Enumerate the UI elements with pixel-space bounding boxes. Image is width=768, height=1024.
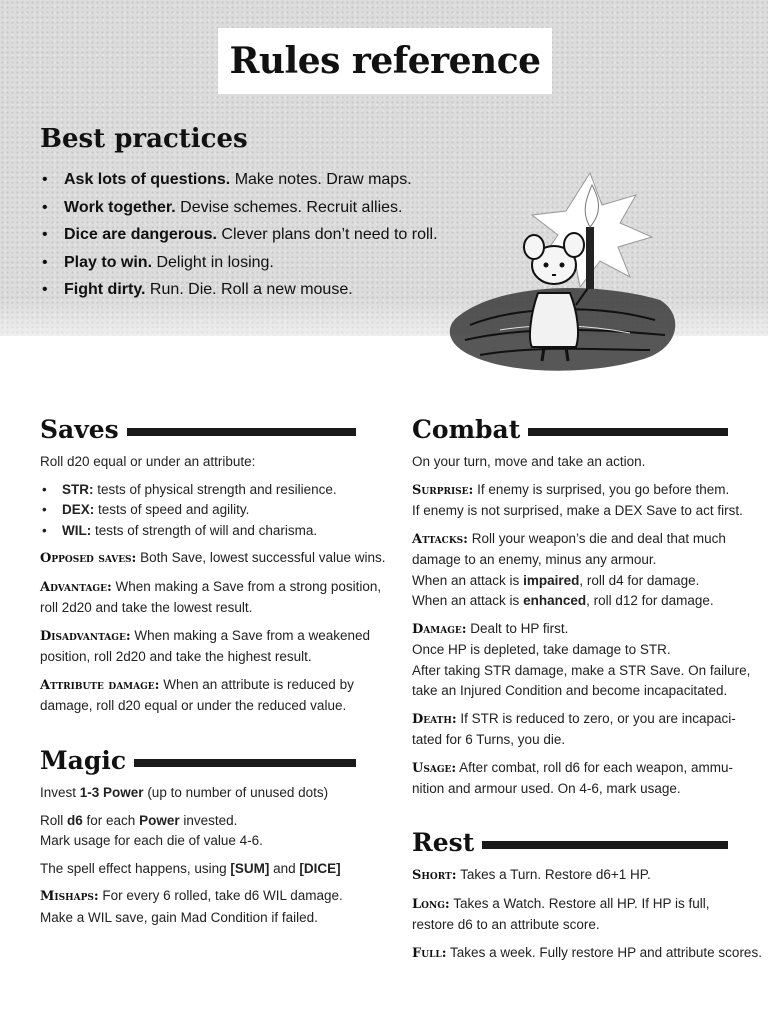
mouse-torch-illustration (440, 165, 690, 385)
saves-heading-row (40, 415, 356, 445)
list-item: • Ask lots of questions. Make notes. Draw maps. (40, 166, 438, 194)
saves-heading: Saves (40, 415, 119, 444)
best-practices-list (40, 166, 438, 304)
short-rest-rule: Short: Takes a Turn. Restore d6+1 HP. (412, 867, 651, 883)
usage-rule: Usage: After combat, roll d6 for each weapon, ammu- (412, 759, 734, 776)
magic-heading-rule (134, 759, 356, 767)
list-item: • Dice are dangerous. Clever plans don’t need to roll. (40, 221, 438, 249)
list-item: • Play to win. Delight in losing. (40, 249, 438, 277)
advantage-rule: Advantage: When making a Save from a strong position, (40, 578, 382, 595)
list-item: • DEX: tests of speed and agility. (40, 500, 360, 521)
best-practices-heading: Best practices (40, 124, 248, 154)
rest-heading-rule (482, 841, 728, 849)
saves-heading-rule (127, 428, 356, 436)
combat-heading-rule (528, 428, 728, 436)
full-rest-rule: Full: Takes a week. Fully restore HP and attribute scores. (412, 944, 762, 961)
saves-section: Roll d20 equal or under an attribute: • STR: tests of physical strength and resilience. • DEX: tests of speed and agility. • WIL: tests of strength of will and charisma. Opposed saves: Both Save, lowest successful value wins. Advantage: When making a Save from a strong position, roll 2d20 and take the lowest result. Disadvantage: When making a Save from a weakened position, roll 2d20 and take the highest result. Attribute damage: When an attribute is reduced by damage, roll d20 equal or under the reduced value. (40, 452, 360, 717)
rest-section: Short: Takes a Turn. Restore d6+1 HP. Long: Takes a Watch. Restore all HP. If HP is full, restore d6 to an attribute score. Full: Takes a week. Fully restore HP and attribute scores. (412, 865, 742, 964)
rest-heading-row (412, 828, 728, 858)
mishaps-rule: Mishaps: For every 6 rolled, take d6 WIL damage. (40, 888, 343, 904)
combat-section: On your turn, move and take an action. Surprise: If enemy is surprised, you go before them. If enemy is not surprised, make a DEX Save to act first. Attacks: Roll your weapon’s die and deal that much damage to an enemy, minus any armour. When an attack is impaired, roll d4 for damage. When an attack is enhanced, roll d12 for damage. Damage: Dealt to HP first. Once HP is depleted, take damage to STR. After taking STR damage, make a STR Save. On failure, take an Injured Condition and become incapacitated. Death: If STR is reduced to zero, or you are incapaci- tated for 6 Turns, you die. Usage: After combat, roll d6 for each weapon, ammu- nition and armour used. On 4-6, mark usage. (412, 454, 751, 796)
magic-heading: Magic (40, 746, 127, 775)
title-box (218, 28, 552, 94)
opposed-saves-rule: Opposed saves: Both Save, lowest successful value wins. (40, 550, 386, 566)
attribute-damage-rule: Attribute damage: When an attribute is reduced by (40, 676, 354, 693)
page-title: Rules reference (229, 40, 541, 82)
magic-section: Invest 1-3 Power (up to number of unused dots) Roll d6 for each Power invested. Mark usage for each die of value 4-6. The spell effect happens, using [SUM] and [DICE] Mishaps: For every 6 rolled, take d6 WIL damage. Make a WIL save, gain Mad Condition if failed. (40, 783, 360, 928)
disadvantage-rule: Disadvantage: When making a Save from a weakened (40, 627, 371, 644)
list-item: • STR: tests of physical strength and resilience. (40, 480, 360, 501)
damage-rule: Damage: Dealt to HP first. (412, 620, 569, 637)
spell-effect-rule: The spell effect happens, using [SUM] and [DICE] (40, 860, 341, 876)
combat-heading-row (412, 415, 728, 445)
long-rest-rule: Long: Takes a Watch. Restore all HP. If HP is full, (412, 895, 710, 912)
list-item: • Work together. Devise schemes. Recruit allies. (40, 194, 438, 222)
list-item: • Fight dirty. Run. Die. Roll a new mouse. (40, 276, 438, 304)
list-item: • WIL: tests of strength of will and charisma. (40, 521, 360, 542)
attacks-rule: Attacks: Roll your weapon’s die and deal that much (412, 530, 726, 547)
rest-heading: Rest (412, 828, 475, 857)
death-rule: Death: If STR is reduced to zero, or you are incapaci- (412, 710, 736, 727)
saves-attribute-list (40, 480, 360, 542)
roll-rule: Roll d6 for each Power invested. (40, 812, 238, 828)
combat-heading: Combat (412, 415, 521, 444)
magic-heading-row (40, 746, 356, 776)
invest-rule: Invest 1-3 Power (up to number of unused dots) (40, 785, 329, 800)
surprise-rule: Surprise: If enemy is surprised, you go before them. (412, 481, 730, 498)
